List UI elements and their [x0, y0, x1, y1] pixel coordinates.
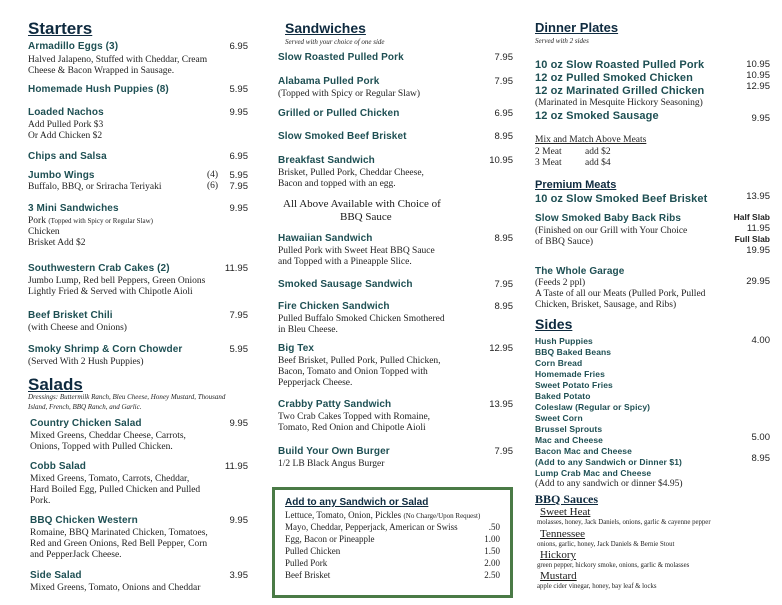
item-burger-desc: 1/2 LB Black Angus Burger	[278, 459, 385, 469]
ribs-half-price: 11.95	[746, 223, 770, 234]
item-breakfast-desc: Brisket, Pulled Pork, Cheddar Cheese,	[278, 168, 424, 178]
item-bigtex-name: Big Tex	[278, 343, 315, 354]
item-minisand-pork-note: (Topped with Spicy or Regular Slaw)	[48, 217, 154, 225]
addon-row-1	[285, 510, 480, 522]
premium-ribs: Slow Smoked Baby Back Ribs	[535, 213, 681, 224]
sides-title: Sides	[535, 316, 573, 332]
addon-note-1: (No Charge/Upon Request)	[403, 512, 481, 520]
item-chili-name: Beef Brisket Chili	[28, 310, 113, 321]
item-country-name: Country Chicken Salad	[30, 418, 142, 429]
sides-price-crab: 8.95	[751, 453, 770, 464]
sauce-desc-3: green pepper, hickory smoke, onions, garlic & molasses	[537, 562, 690, 569]
item-bbqwestern-desc2: Red and Green Onions, Red Bell Pepper, Corn	[30, 539, 208, 549]
item-sausage-name: Smoked Sausage Sandwich	[278, 279, 413, 290]
side-item-4: Homemade Fries	[535, 369, 605, 379]
addon-price-3: 1.00	[484, 534, 500, 544]
ribs-half-label: Half Slab	[733, 212, 770, 222]
addon-label-4: Pulled Chicken	[285, 546, 341, 556]
premium-brisket: 10 oz Slow Smoked Beef Brisket	[535, 193, 708, 205]
item-cobb-price: 11.95	[224, 461, 248, 472]
side-item-7: Coleslaw (Regular or Spicy)	[535, 402, 651, 412]
item-crab-price: 11.95	[224, 263, 248, 274]
sauce-desc-4: apple cider vinegar, honey, bay leaf & locks	[537, 583, 657, 590]
item-side-price: 3.95	[229, 570, 248, 581]
sauce-name-3: Hickory	[540, 549, 577, 561]
item-hawaiian-desc: Pulled Pork with Sweet Heat BBQ Sauce	[278, 246, 435, 256]
item-crabby-name: Crabby Patty Sandwich	[278, 399, 392, 410]
item-bbqwestern-name: BBQ Chicken Western	[30, 515, 138, 526]
mix-title: Mix and Match Above Meats	[535, 135, 647, 145]
item-fire-desc2: in Bleu Cheese.	[278, 325, 338, 335]
item-armadillo-desc2: Cheese & Bacon Wrapped in Sausage.	[28, 66, 175, 76]
addon-price-6: 2.50	[484, 570, 500, 580]
item-crabby-price: 13.95	[489, 399, 513, 410]
mix-2-label: 2 Meat	[535, 147, 562, 157]
side-item-1: Hush Puppies	[535, 336, 593, 346]
sauce-name-1: Sweet Heat	[540, 506, 591, 518]
item-chips-name: Chips and Salsa	[28, 151, 107, 162]
item-burger-name: Build Your Own Burger	[278, 446, 390, 457]
salads-dressings: Dressings: Buttermilk Ranch, Bleu Cheese, Honey Mustard, Thousand	[28, 393, 226, 401]
salads-dressings2: Island, French, BBQ Ranch, and Garlic.	[28, 403, 142, 411]
item-wings-count1: (4)	[207, 170, 219, 180]
item-hawaiian-name: Hawaiian Sandwich	[278, 233, 373, 244]
item-alabama-desc: (Topped with Spicy or Regular Slaw)	[278, 89, 421, 99]
item-crab-desc2: Lightly Fried & Served with Chipotle Aioli	[28, 287, 193, 297]
bbq-title: BBQ Sauces	[535, 492, 599, 506]
sandwiches-note2: BBQ Sauce	[340, 211, 392, 223]
side-item-12: (Add to any Sandwich or Dinner $1)	[535, 457, 682, 467]
dinner-item-3: 12 oz Marinated Grilled Chicken	[535, 85, 705, 97]
item-cobb-desc3: Pork.	[30, 496, 51, 506]
side-item-10: Mac and Cheese	[535, 435, 604, 445]
addon-label-1: Lettuce, Tomato, Onion, Pickles	[285, 510, 402, 520]
item-grilled-name: Grilled or Pulled Chicken	[278, 108, 400, 119]
item-nachos-desc: Add Pulled Pork $3	[28, 120, 104, 130]
item-minisand-price: 9.95	[229, 203, 248, 214]
starters-title: Starters	[28, 19, 93, 38]
dinner-sausage: 12 oz Smoked Sausage	[535, 110, 659, 122]
sauce-desc-2: onions, garlic, honey, Jack Daniels & Bernie Stout	[537, 541, 675, 548]
addon-label-5: Pulled Pork	[285, 558, 328, 568]
addons-box	[272, 487, 513, 598]
item-minisand-brisket: Brisket Add $2	[28, 238, 86, 248]
item-grilled-price: 6.95	[494, 108, 513, 119]
item-nachos-price: 9.95	[229, 107, 248, 118]
item-bigtex-price: 12.95	[489, 343, 513, 354]
dinner-title: Dinner Plates	[535, 20, 619, 35]
item-cobb-name: Cobb Salad	[30, 461, 87, 472]
item-chili-desc: (with Cheese and Onions)	[28, 323, 127, 333]
sides-price-regular: 4.00	[751, 335, 770, 346]
item-bbqwestern-desc3: and PepperJack Cheese.	[30, 550, 122, 560]
dinner-marinated-note: (Marinated in Mesquite Hickory Seasoning)	[535, 98, 703, 108]
item-cobb-desc: Mixed Greens, Tomato, Carrots, Cheddar,	[30, 474, 190, 484]
premium-garage: The Whole Garage	[535, 266, 625, 277]
ribs-full-label: Full Slab	[734, 234, 770, 244]
sandwiches-title: Sandwiches	[285, 20, 366, 36]
premium-ribs-desc2: of BBQ Sauce)	[535, 237, 594, 247]
item-wings-price2: 7.95	[229, 181, 248, 192]
ribs-full-price: 19.95	[746, 245, 770, 256]
item-side-name: Side Salad	[30, 570, 82, 581]
dinner-item-1: 10 oz Slow Roasted Pulled Pork	[535, 59, 705, 71]
item-hawaiian-price: 8.95	[494, 233, 513, 244]
item-bigtex-desc: Beef Brisket, Pulled Pork, Pulled Chicken,	[278, 356, 441, 366]
item-shrimp-price: 5.95	[229, 344, 248, 355]
item-bigtex-desc3: Pepperjack Cheese.	[278, 378, 353, 388]
dinner-sausage-price: 9.95	[751, 113, 770, 124]
item-fire-desc: Pulled Buffalo Smoked Chicken Smothered	[278, 314, 445, 324]
dinner-price-2: 10.95	[746, 70, 770, 81]
dinner-price-3: 12.95	[746, 81, 770, 92]
item-pulledpork-price: 7.95	[494, 52, 513, 63]
premium-title: Premium Meats	[535, 179, 617, 191]
sauce-name-4: Mustard	[540, 570, 577, 582]
item-bbqwestern-price: 9.95	[229, 515, 248, 526]
item-crabby-desc2: Tomato, Red Onion and Chipotle Aioli	[278, 423, 426, 433]
side-item-11: Bacon Mac and Cheese	[535, 446, 632, 456]
item-fire-name: Fire Chicken Sandwich	[278, 301, 390, 312]
dinner-price-1: 10.95	[746, 59, 770, 70]
sides-price-mac: 5.00	[751, 432, 770, 443]
item-country-price: 9.95	[229, 418, 248, 429]
side-item-8: Sweet Corn	[535, 413, 583, 423]
item-alabama-price: 7.95	[494, 76, 513, 87]
mix-3-label: 3 Meat	[535, 158, 562, 168]
addons-title: Add to any Sandwich or Salad	[285, 497, 429, 508]
item-bbqwestern-desc: Romaine, BBQ Marinated Chicken, Tomatoes,	[30, 528, 208, 538]
item-bigtex-desc2: Bacon, Tomato and Onion Topped with	[278, 367, 428, 377]
item-armadillo-name: Armadillo Eggs (3)	[28, 41, 119, 52]
item-armadillo-desc: Halved Jalapeno, Stuffed with Cheddar, Cream	[28, 55, 208, 65]
item-crab-desc: Jumbo Lump, Red bell Peppers, Green Onions	[28, 276, 206, 286]
side-crab-note: (Add to any sandwich or dinner $4.95)	[535, 479, 683, 489]
side-item-6: Baked Potato	[535, 391, 591, 401]
premium-garage-desc: (Feeds 2 ppl)	[535, 278, 586, 288]
side-item-2: BBQ Baked Beans	[535, 347, 612, 357]
sandwiches-note: All Above Available with Choice of	[283, 198, 441, 210]
side-item-9: Brussel Sprouts	[535, 424, 603, 434]
premium-ribs-desc: (Finished on our Grill with Your Choice	[535, 226, 688, 236]
premium-garage-desc3: Chicken, Brisket, Sausage, and Ribs)	[535, 300, 677, 310]
item-breakfast-name: Breakfast Sandwich	[278, 155, 375, 166]
item-nachos-desc2: Or Add Chicken $2	[28, 131, 103, 141]
item-minisand-desc	[28, 216, 153, 227]
dinner-subtitle: Served with 2 sides	[535, 37, 589, 45]
item-minisand-name: 3 Mini Sandwiches	[28, 203, 119, 214]
item-brisket-price: 8.95	[494, 131, 513, 142]
item-hushpuppies-price: 5.95	[229, 84, 248, 95]
side-item-13: Lump Crab Mac and Cheese	[535, 468, 652, 478]
mix-2-add: add $2	[585, 147, 611, 157]
addon-price-5: 2.00	[484, 558, 500, 568]
item-wings-price1: 5.95	[229, 170, 248, 181]
item-cobb-desc2: Hard Boiled Egg, Pulled Chicken and Pulled	[30, 485, 201, 495]
item-wings-name: Jumbo Wings	[28, 170, 95, 181]
premium-garage-desc2: A Taste of all our Meats (Pulled Pork, Pulled	[535, 289, 706, 299]
item-sausage-price: 7.95	[494, 279, 513, 290]
item-hawaiian-desc2: and Topped with a Pineapple Slice.	[278, 257, 412, 267]
item-fire-price: 8.95	[494, 301, 513, 312]
item-country-desc: Mixed Greens, Cheddar Cheese, Carrots,	[30, 431, 186, 441]
side-item-5: Sweet Potato Fries	[535, 380, 613, 390]
dinner-item-2: 12 oz Pulled Smoked Chicken	[535, 72, 693, 84]
item-chili-price: 7.95	[229, 310, 248, 321]
item-wings-count2: (6)	[207, 181, 219, 191]
item-breakfast-desc2: Bacon and topped with an egg.	[278, 179, 396, 189]
item-wings-desc: Buffalo, BBQ, or Sriracha Teriyaki	[28, 182, 162, 192]
addon-label-2: Mayo, Cheddar, Pepperjack, American or Swiss	[285, 522, 458, 532]
item-brisket-name: Slow Smoked Beef Brisket	[278, 131, 407, 142]
sauce-name-2: Tennessee	[540, 528, 586, 540]
item-hushpuppies-name: Homemade Hush Puppies (8)	[28, 84, 169, 95]
premium-brisket-price: 13.95	[746, 191, 770, 202]
addon-label-6: Beef Brisket	[285, 570, 331, 580]
side-item-3: Corn Bread	[535, 358, 583, 368]
item-breakfast-price: 10.95	[489, 155, 513, 166]
item-shrimp-name: Smoky Shrimp & Corn Chowder	[28, 344, 183, 355]
addon-price-2: .50	[488, 522, 500, 532]
addon-label-3: Egg, Bacon or Pineapple	[285, 534, 375, 544]
mix-3-add: add $4	[585, 158, 611, 168]
addon-price-4: 1.50	[484, 546, 500, 556]
item-minisand-chicken: Chicken	[28, 227, 60, 237]
item-chips-price: 6.95	[229, 151, 248, 162]
sandwiches-subtitle: Served with your choice of one side	[285, 38, 385, 46]
item-crab-name: Southwestern Crab Cakes (2)	[28, 263, 170, 274]
item-minisand-pork: Pork	[28, 216, 46, 226]
item-pulledpork-name: Slow Roasted Pulled Pork	[278, 52, 404, 63]
item-side-desc: Mixed Greens, Tomato, Onions and Cheddar	[30, 583, 201, 593]
item-crabby-desc: Two Crab Cakes Topped with Romaine,	[278, 412, 431, 422]
sauce-desc-1: molasses, honey, Jack Daniels, onions, garlic & cayenne pepper	[537, 519, 711, 526]
premium-garage-price: 29.95	[746, 276, 770, 287]
item-burger-price: 7.95	[494, 446, 513, 457]
salads-title: Salads	[28, 375, 83, 394]
item-nachos-name: Loaded Nachos	[28, 107, 104, 118]
item-armadillo-price: 6.95	[229, 41, 248, 52]
item-alabama-name: Alabama Pulled Pork	[278, 76, 380, 87]
item-country-desc2: Onions, Topped with Pulled Chicken.	[30, 442, 173, 452]
item-shrimp-desc: (Served With 2 Hush Puppies)	[28, 357, 144, 367]
